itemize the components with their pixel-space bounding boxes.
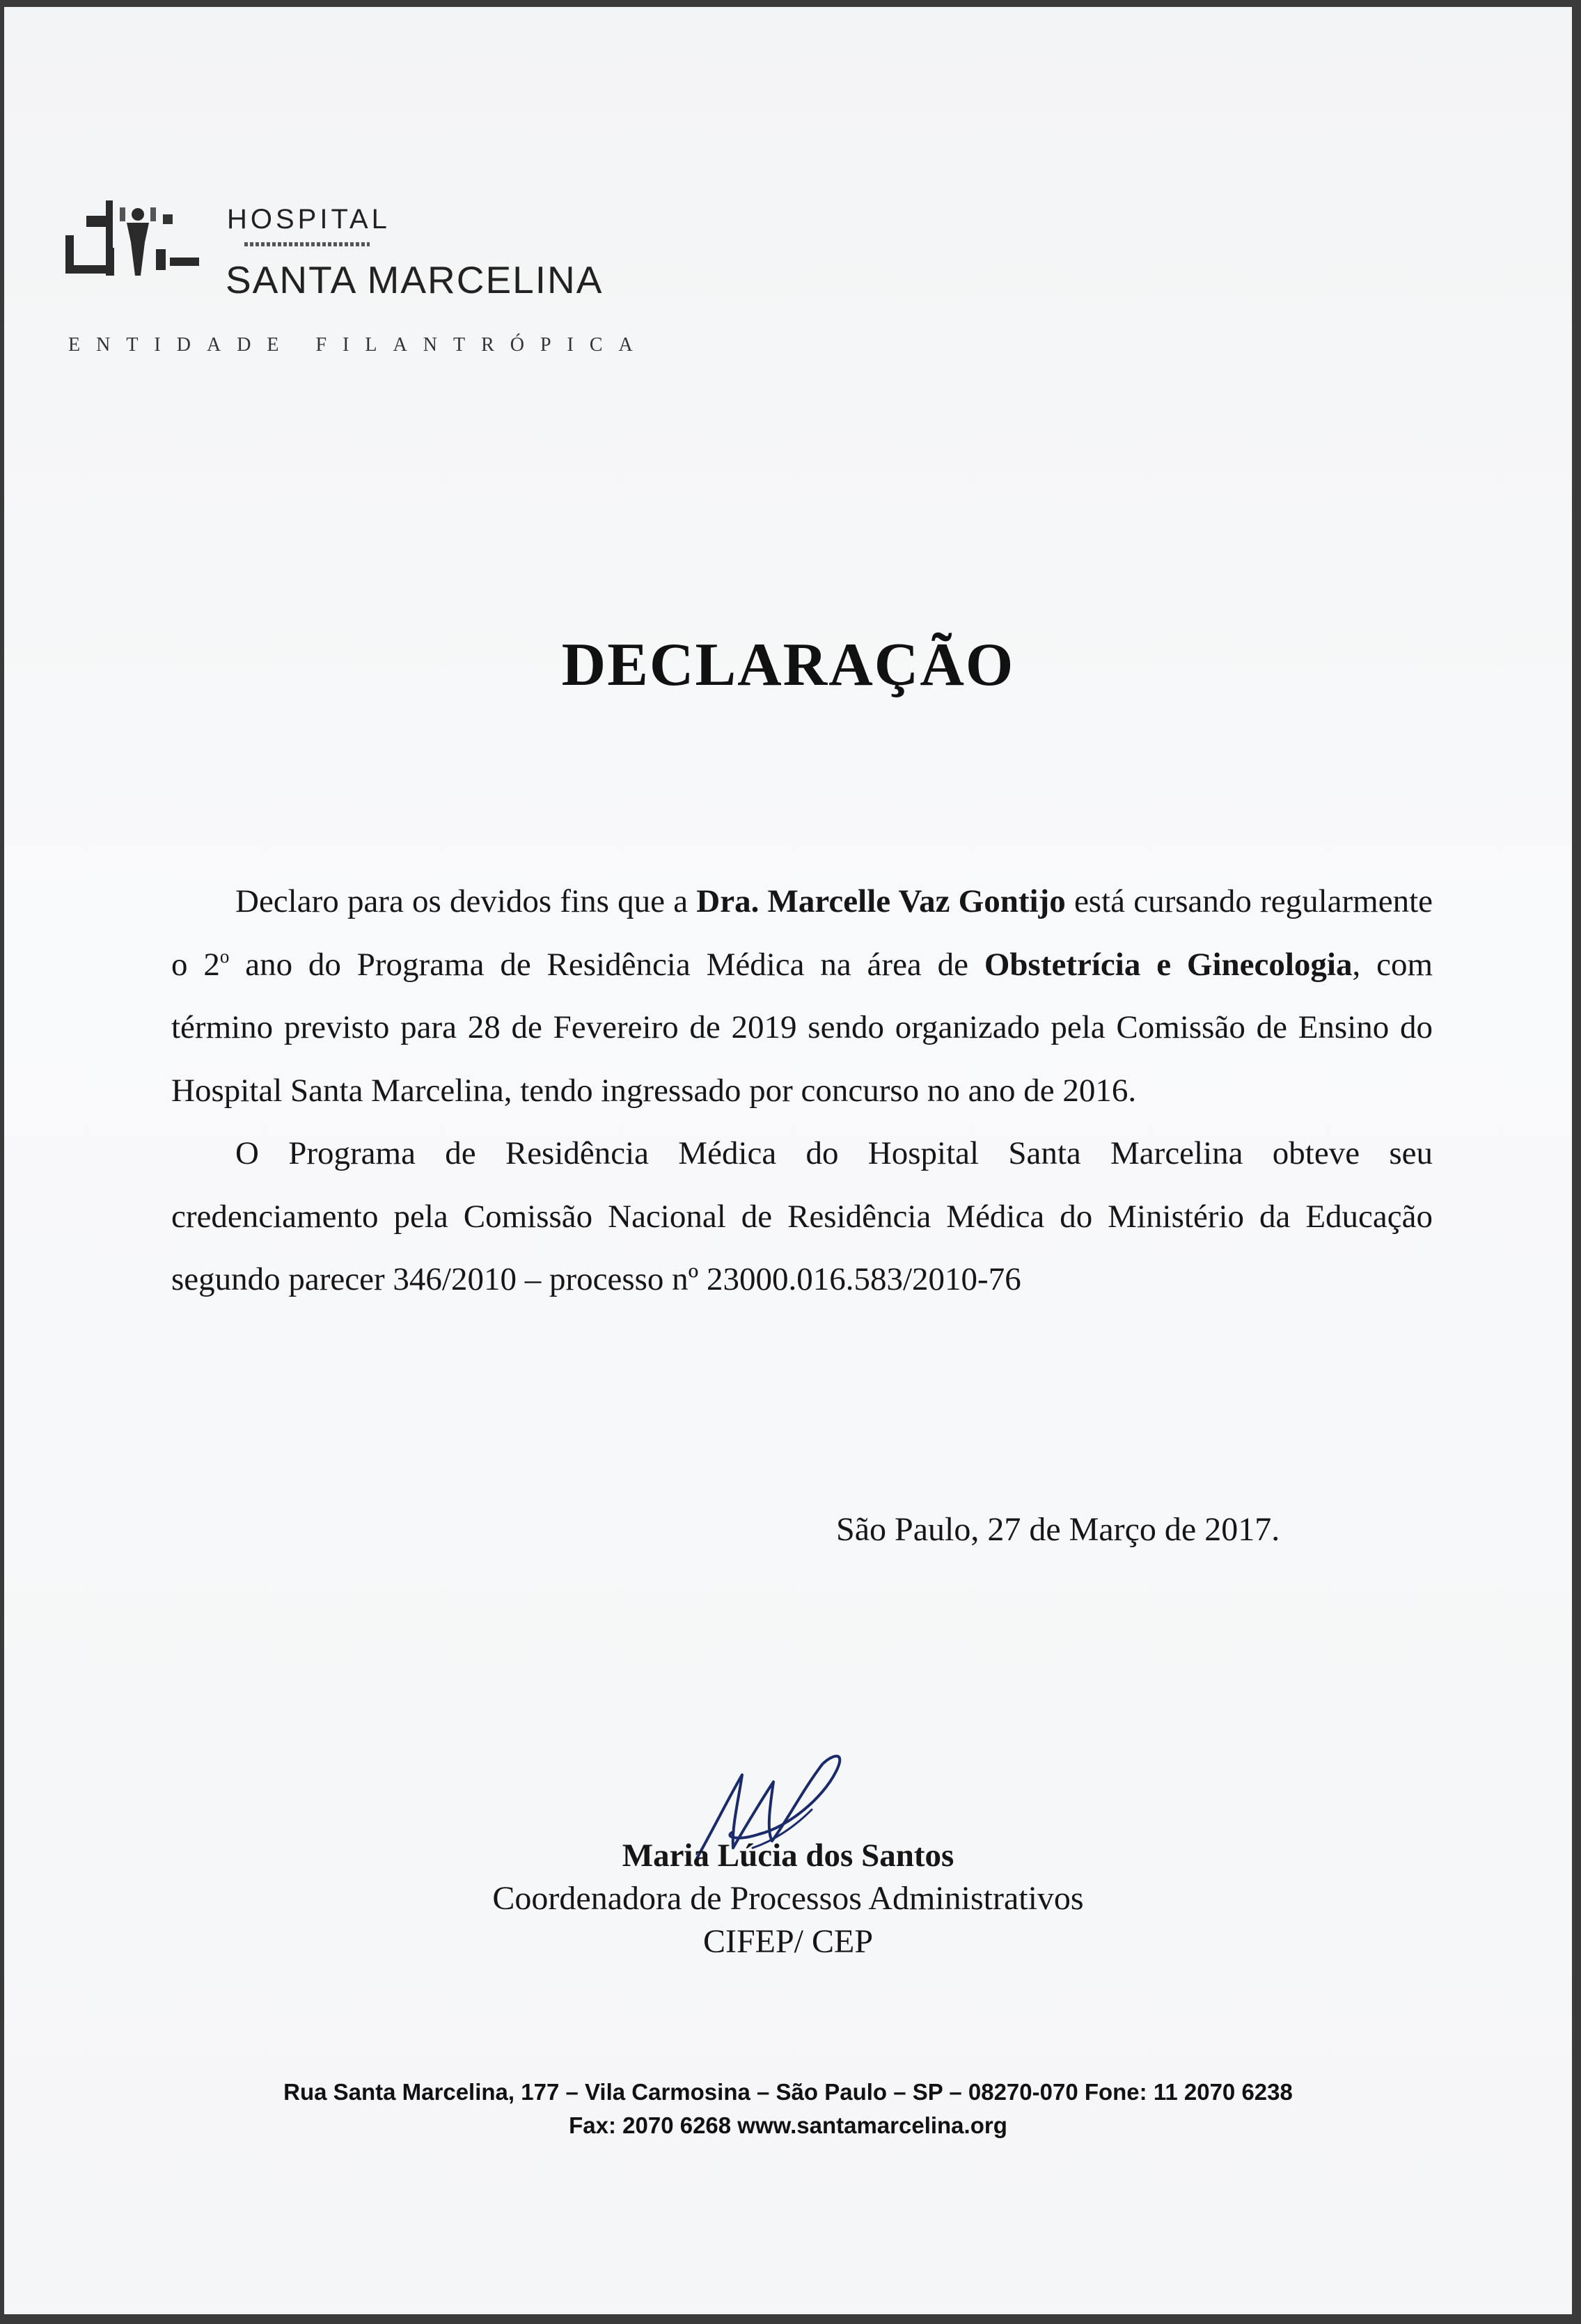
signer-name: Maria Lúcia dos Santos — [622, 1837, 954, 1874]
hospital-name: SANTA MARCELINA — [226, 258, 604, 301]
accreditation-paragraph: O Programa de Residência Médica do Hospital Santa Marcelina obteve seu credenciamento pela Comissão Nacional de Residência Médica do Ministério da Educação segundo parecer 346/2010 – processo nº 23000.016.583/2010-76 — [171, 1135, 1433, 1297]
paragraph-text: , com término previsto para 28 de Fevereiro de 2019 sendo organizado pela Comissão de Ensino do Hospital Santa Marcelina, tendo ingressado por concurso no ano de 2016. — [171, 946, 1433, 1109]
signer-role: Coordenadora de Processos Administrativos — [492, 1880, 1084, 1917]
document-page — [4, 7, 1572, 2314]
address-footer — [4, 2076, 1572, 2142]
resident-name: Dra. Marcelle Vaz Gontijo — [696, 883, 1066, 919]
document-title: DECLARAÇÃO — [561, 631, 1015, 699]
footer-address-line: Rua Santa Marcelina, 177 – Vila Carmosina – São Paulo – SP – 08270-070 Fone: 11 2070 6238 — [283, 2079, 1293, 2105]
declaration-paragraph — [171, 870, 1433, 1122]
paragraph-text: Declaro para os devidos fins que a — [235, 883, 697, 919]
hospital-word: HOSPITAL — [227, 204, 391, 235]
paragraph-text: está cursando regularmente o 2 — [171, 883, 1433, 983]
place-and-date: São Paulo, 27 de Março de 2017. — [836, 1511, 1280, 1548]
paragraph-text: ano do Programa de Residência Médica na área de — [229, 946, 984, 983]
letterhead-tagline: ENTIDADE FILANTRÓPICA — [68, 334, 649, 356]
signature-block — [4, 1834, 1572, 1963]
footer-contact-line: Fax: 2070 6268 www.santamarcelina.org — [569, 2112, 1007, 2138]
hospital-cross-logo-icon — [65, 193, 205, 298]
signer-department: CIFEP/ CEP — [702, 1923, 874, 1960]
ordinal-indicator: o — [219, 945, 230, 967]
declaration-body — [171, 870, 1433, 1311]
letterhead-divider — [244, 242, 370, 246]
specialty-area: Obstetrícia e Ginecologia — [984, 946, 1353, 983]
